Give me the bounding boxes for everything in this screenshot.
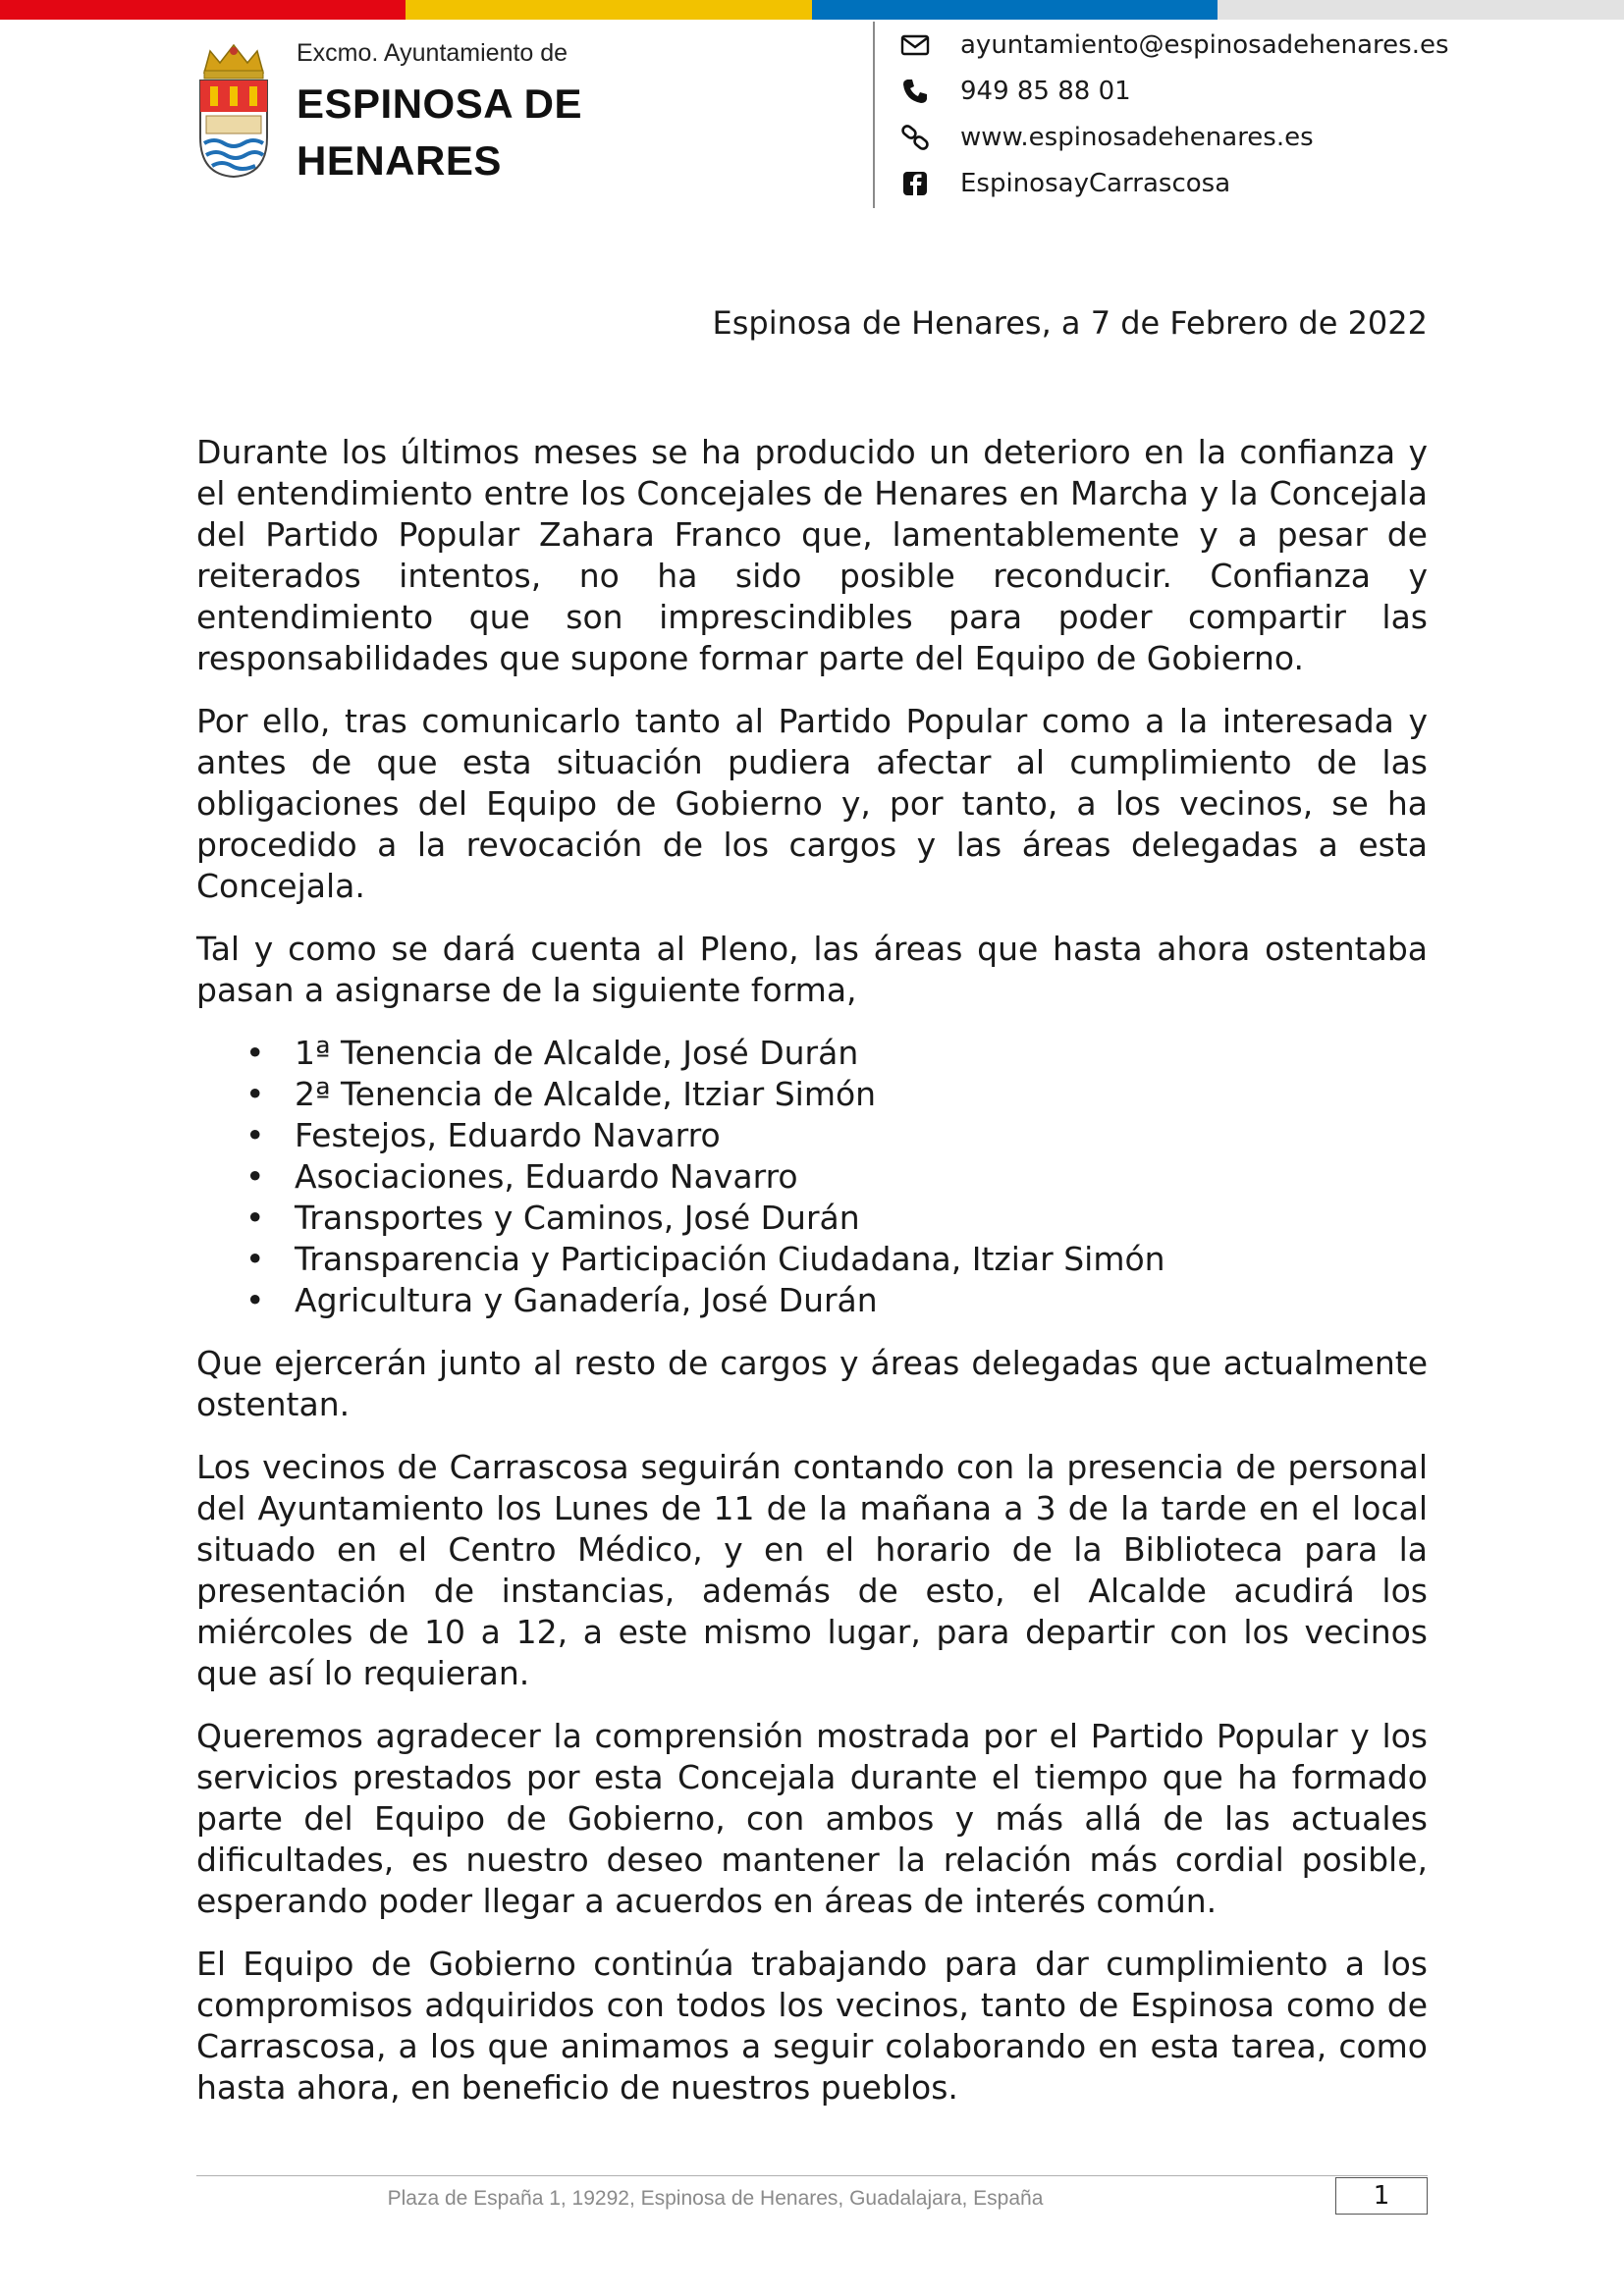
org-subtitle: Excmo. Ayuntamiento de [297, 39, 568, 67]
paragraph-1: Durante los últimos meses se ha producido un deterioro en la confianza y el entendimiento entre los Concejales de Henares en Marcha y la Concejala del Partido Popular Zahara Franco que, lamentablemente y a pesar de reiterados intentos, no ha sido posible reconducir. Confianza y entendimiento que son imprescindibles para poder compartir las responsabilidades que supone formar parte del Equipo de Gobierno. [196, 433, 1428, 677]
paragraph-5: Los vecinos de Carrascosa seguirán contando con la presencia de personal del Ayuntamiento los Lunes de 11 de la mañana a 3 de la tarde en el local situado en el Centro Médico, y en el horario de la Biblioteca para la presentación de instancias, además de esto, el Alcalde acudirá los miércoles de 10 a 12, a este mismo lugar, para departir con los vecinos que así lo requieran. [196, 1448, 1428, 1692]
list-item: • Transparencia y Participación Ciudadana, Itziar Simón [295, 1239, 1428, 1280]
paragraph-3: Tal y como se dará cuenta al Pleno, las áreas que hasta ahora ostentaba pasan a asignarse de la siguiente forma, [196, 930, 1428, 1009]
list-item: • Asociaciones, Eduardo Navarro [295, 1156, 1428, 1198]
list-item: • Transportes y Caminos, José Durán [295, 1198, 1428, 1239]
band-grey [1218, 0, 1624, 20]
contact-email-text: ayuntamiento@espinosadehenares.es [960, 29, 1449, 60]
contact-facebook-text: EspinosayCarrascosa [960, 168, 1231, 198]
list-item: • Festejos, Eduardo Navarro [295, 1115, 1428, 1156]
band-blue [812, 0, 1218, 20]
color-band [0, 0, 1624, 20]
letter-body [196, 432, 1428, 2130]
paragraph-6: Queremos agradecer la comprensión mostrada por el Partido Popular y los servicios prestados por esta Concejala durante el tiempo que ha formado parte del Equipo de Gobierno, con ambos y más allá de las actuales dificultades, es nuestro deseo mantener la relación más cordial posible, esperando poder llegar a acuerdos en áreas de interés común. [196, 1717, 1428, 1920]
paragraph-2: Por ello, tras comunicarlo tanto al Partido Popular como a la interesada y antes de que esta situación pudiera afectar al cumplimiento de las obligaciones del Equipo de Gobierno y, por tanto, a los vecinos, se ha procedido a la revocación de los cargos y las áreas delegadas a esta Concejala. [196, 702, 1428, 905]
page-number: 1 [1335, 2177, 1428, 2215]
list-item: • Agricultura y Ganadería, José Durán [295, 1280, 1428, 1321]
facebook-icon [899, 168, 931, 199]
date-line: Espinosa de Henares, a 7 de Febrero de 2022 [712, 304, 1428, 342]
contact-phone-text: 949 85 88 01 [960, 76, 1131, 106]
paragraph-4: Que ejercerán junto al resto de cargos y áreas delegadas que actualmente ostentan. [196, 1344, 1428, 1423]
band-yellow [406, 0, 812, 20]
contact-website[interactable] [899, 114, 1449, 160]
list-item: • 2ª Tenencia de Alcalde, Itziar Simón [295, 1074, 1428, 1115]
footer-address: Plaza de España 1, 19292, Espinosa de Henares, Guadalajara, España [387, 2187, 1044, 2210]
areas-list [196, 1033, 1428, 1321]
envelope-icon [899, 29, 931, 61]
contact-facebook[interactable] [899, 160, 1449, 206]
org-name-line2: HENARES [297, 137, 502, 184]
contact-phone[interactable] [899, 68, 1449, 114]
contact-list [899, 22, 1449, 206]
contact-email[interactable] [899, 22, 1449, 68]
coat-of-arms-logo [196, 43, 271, 179]
contact-website-text: www.espinosadehenares.es [960, 122, 1314, 152]
list-item: • 1ª Tenencia de Alcalde, José Durán [295, 1033, 1428, 1074]
link-icon [899, 122, 931, 153]
organization-block [297, 39, 582, 189]
org-name-line1: ESPINOSA DE [297, 80, 583, 127]
paragraph-7: El Equipo de Gobierno continúa trabajando para dar cumplimiento a los compromisos adquiridos con todos los vecinos, tanto de Espinosa como de Carrascosa, a los que animamos a seguir colaborando en esta tarea, como hasta ahora, en beneficio de nuestros pueblos. [196, 1945, 1428, 2107]
footer-rule [196, 2175, 1428, 2176]
header-divider [873, 22, 875, 208]
phone-icon [899, 76, 931, 107]
band-red [0, 0, 406, 20]
